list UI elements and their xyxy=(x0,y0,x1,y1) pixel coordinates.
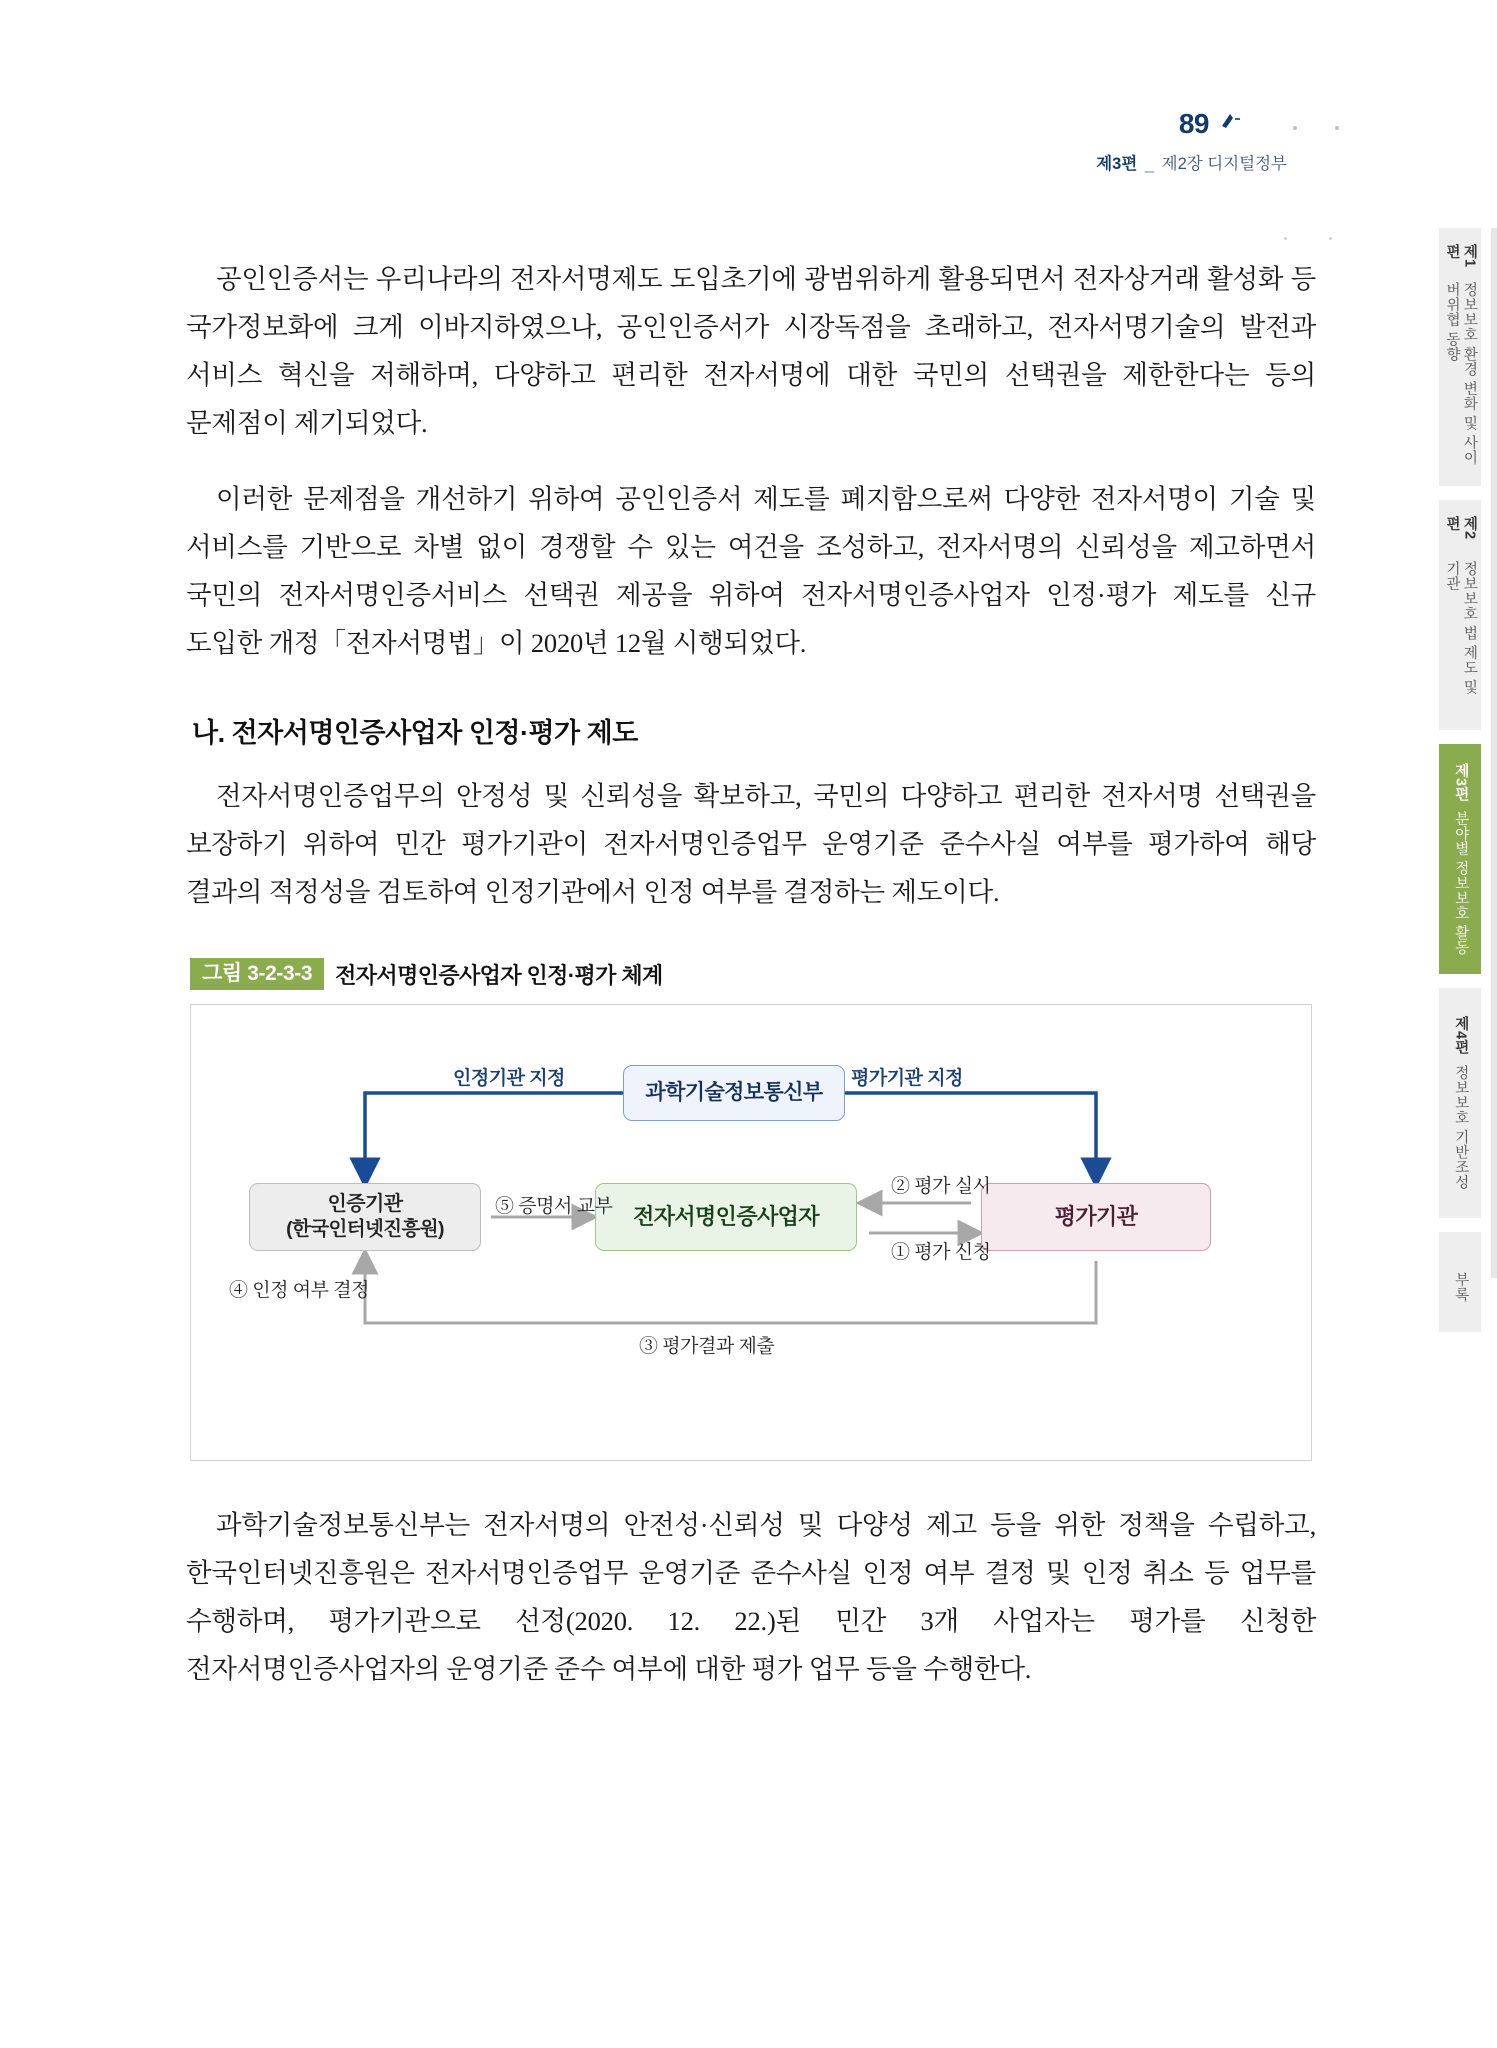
paragraph-2: 이러한 문제점을 개선하기 위하여 공인인증서 제도를 폐지함으로써 다양한 전자서명이 기술 및 서비스를 기반으로 차별 없이 경쟁할 수 있는 여건을 조성하고, 전자서명의 신뢰성을 제고하면서 국민의 전자서명인증서비스 선택권 제공을 위하여 전자서명인증사업자 인정·평가 제도를 신규 도입한 개정「전자서명법」이 2020년 12월 시행되었다. xyxy=(186,484,1316,658)
header-separator: _ xyxy=(1144,155,1155,173)
node-signature-provider: 전자서명인증사업자 xyxy=(595,1183,857,1251)
side-tab-appendix[interactable] xyxy=(1439,1232,1481,1332)
page-number: 89 xyxy=(1178,108,1209,139)
side-tab-part4[interactable] xyxy=(1439,988,1481,1218)
side-tab-part2[interactable] xyxy=(1439,500,1481,730)
label-submit-result: ③ 평가결과 제출 xyxy=(639,1336,775,1357)
node-certification-org xyxy=(249,1183,481,1251)
figure-caption xyxy=(190,958,1316,990)
paragraph-4: 과학기술정보통신부는 전자서명의 안전성·신뢰성 및 다양성 제고 등을 위한 정책을 수립하고, 한국인터넷진흥원은 전자서명인증업무 운영기준 준수사실 인정 여부 결정 및 인정 취소 등 업무를 수행하며, 평가기관으로 선정(2020. 12. 22.)된 민간 3개 사업자는 평가를 신청한 전자서명인증사업자의 운영기준 준수 여부에 대한 평가 업무 등을 수행한다. xyxy=(186,1510,1316,1684)
node-certification-org-line1: 인증기관 xyxy=(327,1192,403,1215)
label-evaluation-apply: ① 평가 신청 xyxy=(891,1242,991,1263)
page-content xyxy=(186,255,1316,1703)
side-tab-part3-text: 분야별 정보보호 활동 xyxy=(1452,811,1469,956)
side-tab-part2-num: 제2편 xyxy=(1444,516,1478,540)
margin-dot-right xyxy=(1329,237,1332,240)
side-tab-part1-num: 제1편 xyxy=(1444,244,1478,268)
side-tab-part2-text: 정보보호 법 제도 및 기관 xyxy=(1444,561,1478,695)
header-flourish-icon xyxy=(1220,112,1242,130)
paragraph-1: 공인인증서는 우리나라의 전자서명제도 도입초기에 광범위하게 활용되면서 전자상거래 활성화 등 국가정보화에 크게 이바지하였으나, 공인인증서가 시장독점을 초래하고, 전자서명기술의 발전과 서비스 혁신을 저해하며, 다양하고 편리한 전자서명에 대한 국민의 선택권을 제한한다는 등의 문제점이 제기되었다. xyxy=(186,264,1316,438)
side-tab-part4-num: 제4편 xyxy=(1452,1016,1469,1056)
paragraph-3: 전자서명인증업무의 안정성 및 신뢰성을 확보하고, 국민의 다양하고 편리한 전자서명 선택권을 보장하기 위하여 민간 평가기관이 전자서명인증업무 운영기준 준수사실 여부를 평가하여 해당 결과의 적정성을 검토하여 인정기관에서 인정 여부를 결정하는 제도이다. xyxy=(186,781,1316,907)
running-header xyxy=(1096,150,1287,174)
side-tab-part3-num: 제3편 xyxy=(1452,762,1469,802)
label-decide-recognition: ④ 인정 여부 결정 xyxy=(229,1280,369,1301)
header-dot-right xyxy=(1335,126,1339,130)
side-tab-list xyxy=(1435,228,1497,1346)
node-evaluation-org: 평가기관 xyxy=(981,1183,1211,1251)
side-tab-part1[interactable] xyxy=(1439,228,1481,486)
header-chapter: 제2장 디지털정부 xyxy=(1161,155,1287,173)
label-evaluation-conduct: ② 평가 실시 xyxy=(891,1176,991,1197)
figure-title: 전자서명인증사업자 인정·평가 체계 xyxy=(335,962,663,988)
side-tab-appendix-text: 부록 xyxy=(1452,1272,1469,1302)
figure-tag: 그림 3-2-3-3 xyxy=(190,958,324,990)
node-certification-org-line2: (한국인터넷진흥원) xyxy=(286,1218,444,1241)
header-part: 제3편 xyxy=(1096,155,1138,173)
figure-diagram xyxy=(190,1004,1312,1461)
label-designate-cert: 인정기관 지정 xyxy=(453,1068,565,1089)
section-heading: 나. 전자서명인증사업자 인정·평가 제도 xyxy=(192,718,638,748)
margin-dot-left xyxy=(1284,237,1287,240)
node-ministry: 과학기술정보통신부 xyxy=(623,1065,845,1121)
label-designate-eval: 평가기관 지정 xyxy=(851,1068,963,1089)
side-tab-part3[interactable] xyxy=(1439,744,1481,974)
header-dot-left xyxy=(1293,126,1297,130)
side-tab-part1-text: 정보보호 환경 변화 및 사이버위협 동향 xyxy=(1444,281,1478,465)
side-tab-part4-text: 정보보호 기반조성 xyxy=(1452,1065,1469,1190)
label-issue-certificate: ⑤ 증명서 교부 xyxy=(495,1196,613,1217)
